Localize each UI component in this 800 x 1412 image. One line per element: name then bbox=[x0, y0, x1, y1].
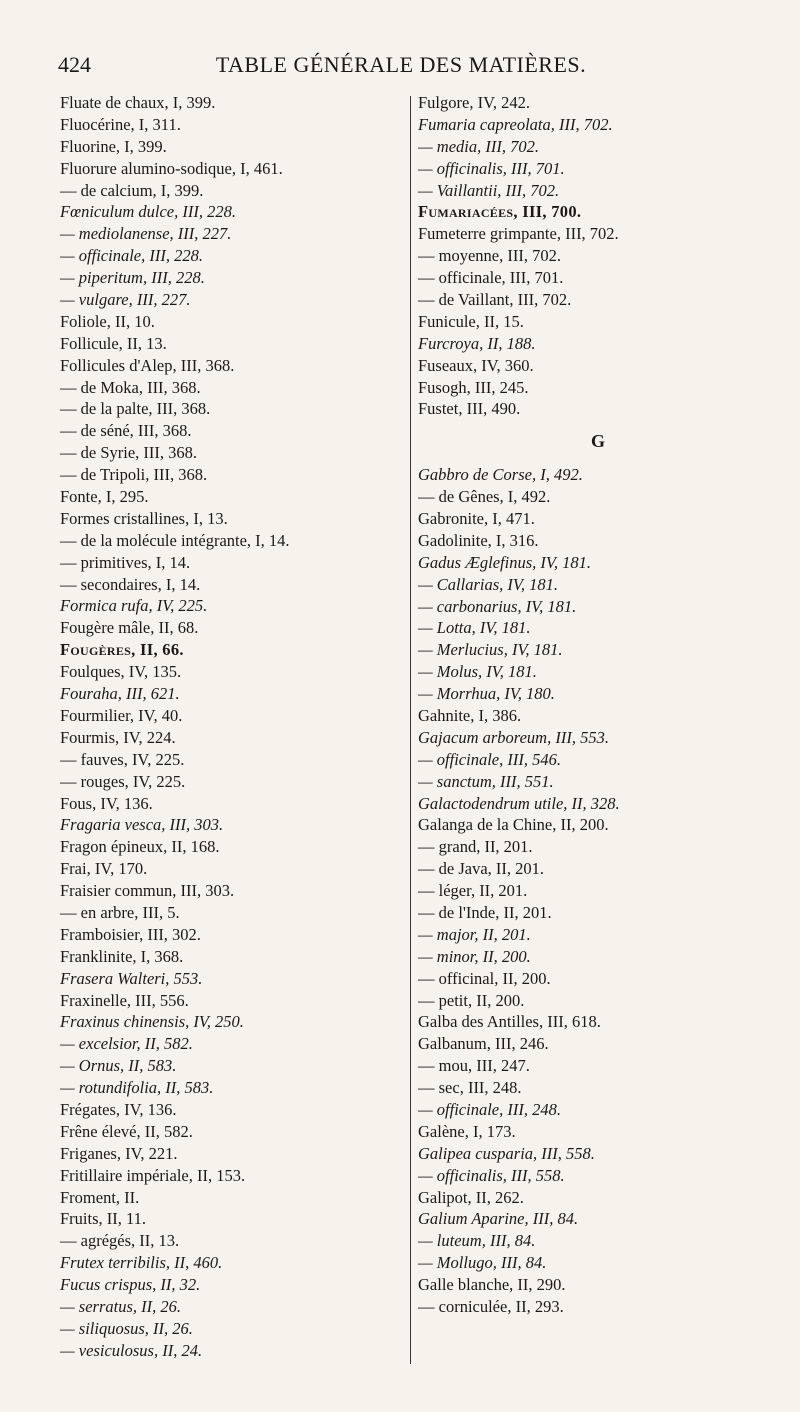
index-column-right bbox=[418, 92, 778, 1318]
index-entry: Fluate de chaux, I, 399. bbox=[60, 93, 216, 112]
column-divider bbox=[410, 96, 411, 1364]
index-entry: — officinale, III, 228. bbox=[60, 246, 203, 266]
index-entry: Galbanum, III, 246. bbox=[418, 1034, 549, 1054]
index-entry: Galle blanche, II, 290. bbox=[418, 1275, 566, 1295]
index-entry: Fusogh, III, 245. bbox=[418, 377, 529, 397]
index-entry: — vesiculosus, II, 24. bbox=[60, 1340, 203, 1360]
index-entry: — Molus, IV, 181. bbox=[418, 662, 537, 682]
index-entry: Galium Aparine, III, 84. bbox=[418, 1209, 579, 1229]
index-entry: — officinalis, III, 701. bbox=[418, 158, 565, 178]
index-entry: — Callarias, IV, 181. bbox=[418, 574, 558, 594]
index-entry: — piperitum, III, 228. bbox=[60, 268, 205, 288]
index-entry: — serratus, II, 26. bbox=[60, 1296, 182, 1316]
index-entry: Galipea cusparia, III, 558. bbox=[418, 1143, 595, 1163]
index-entry: — primitives, I, 14. bbox=[60, 552, 191, 572]
index-entry: Fonte, I, 295. bbox=[60, 487, 149, 507]
index-entry: — vulgare, III, 227. bbox=[60, 290, 191, 310]
index-entry: Gadus Æglefinus, IV, 181. bbox=[418, 552, 591, 572]
index-entry: — Merlucius, IV, 181. bbox=[418, 640, 563, 660]
index-entry: Fœniculum dulce, III, 228. bbox=[60, 202, 236, 222]
index-entry: Frutex terribilis, II, 460. bbox=[60, 1253, 223, 1273]
index-entry: — minor, II, 200. bbox=[418, 946, 531, 966]
index-entry: — luteum, III, 84. bbox=[418, 1231, 536, 1251]
index-entry: — officinale, III, 546. bbox=[418, 749, 561, 769]
index-entry: Gabbro de Corse, I, 492. bbox=[418, 465, 583, 485]
index-entry: Fourmilier, IV, 40. bbox=[60, 705, 183, 725]
index-entry: Fumaria capreolata, III, 702. bbox=[418, 114, 613, 134]
index-entry: — mou, III, 247. bbox=[418, 1056, 530, 1076]
index-entry: — major, II, 201. bbox=[418, 924, 531, 944]
index-entry: — sec, III, 248. bbox=[418, 1078, 522, 1098]
index-entry: Foliole, II, 10. bbox=[60, 311, 155, 331]
index-entry: Gabronite, I, 471. bbox=[418, 508, 535, 528]
index-entry: — de Syrie, III, 368. bbox=[60, 443, 198, 463]
index-entry: — de Moka, III, 368. bbox=[60, 377, 201, 397]
index-entry: Furcroya, II, 188. bbox=[418, 333, 536, 353]
index-entry: Fraxinus chinensis, IV, 250. bbox=[60, 1012, 244, 1032]
index-entry: Fougère mâle, II, 68. bbox=[60, 618, 199, 638]
index-entry: — officinal, II, 200. bbox=[418, 968, 551, 988]
index-entry: — de Tripoli, III, 368. bbox=[60, 465, 208, 485]
index-entry: — de Vaillant, III, 702. bbox=[418, 290, 572, 310]
index-entry: — carbonarius, IV, 181. bbox=[418, 596, 577, 616]
index-entry: — de Java, II, 201. bbox=[418, 859, 545, 879]
index-entry: — Lotta, IV, 181. bbox=[418, 618, 531, 638]
index-entry: — excelsior, II, 582. bbox=[60, 1034, 193, 1054]
index-entry: — officinale, III, 248. bbox=[418, 1099, 561, 1119]
index-entry: Fouraha, III, 621. bbox=[60, 684, 180, 704]
index-entry: Fustet, III, 490. bbox=[418, 399, 521, 419]
index-entry: Frai, IV, 170. bbox=[60, 859, 148, 879]
index-entry: Galipot, II, 262. bbox=[418, 1187, 524, 1207]
index-entry: Fragaria vesca, III, 303. bbox=[60, 815, 224, 835]
index-entry: Fruits, II, 11. bbox=[60, 1209, 147, 1229]
index-entry: Frasera Walteri, 553. bbox=[60, 968, 203, 988]
running-title: TABLE GÉNÉRALE DES MATIÈRES. bbox=[215, 52, 587, 77]
index-entry: Funicule, II, 15. bbox=[418, 311, 524, 331]
index-entry: — siliquosus, II, 26. bbox=[60, 1318, 193, 1338]
index-entry: — en arbre, III, 5. bbox=[60, 902, 180, 922]
index-entry: — mediolanense, III, 227. bbox=[60, 224, 232, 244]
index-entry: — grand, II, 201. bbox=[418, 837, 533, 857]
index-entry: — secondaires, I, 14. bbox=[60, 574, 201, 594]
index-entry: Fous, IV, 136. bbox=[60, 793, 153, 813]
index-entry: Gajacum arboreum, III, 553. bbox=[418, 727, 609, 747]
index-column-left bbox=[60, 92, 408, 1362]
index-entry: — de l'Inde, II, 201. bbox=[418, 902, 552, 922]
index-entry: — media, III, 702. bbox=[418, 136, 539, 156]
index-entry: — rotundifolia, II, 583. bbox=[60, 1078, 214, 1098]
index-entry: Follicule, II, 13. bbox=[60, 333, 167, 353]
page-header bbox=[42, 50, 760, 84]
index-entry: — petit, II, 200. bbox=[418, 990, 525, 1010]
index-entry: — rouges, IV, 225. bbox=[60, 771, 186, 791]
index-entry: Friganes, IV, 221. bbox=[60, 1143, 178, 1163]
index-entry: Galanga de la Chine, II, 200. bbox=[418, 815, 609, 835]
index-entry: — de Gênes, I, 492. bbox=[418, 487, 551, 507]
index-entry: — Vaillantii, III, 702. bbox=[418, 180, 560, 200]
index-entry: Fulgore, IV, 242. bbox=[418, 93, 530, 112]
index-entry: — de la palte, III, 368. bbox=[60, 399, 211, 419]
index-entry: Frégates, IV, 136. bbox=[60, 1099, 177, 1119]
index-entry: Froment, II. bbox=[60, 1187, 140, 1207]
index-entry: Framboisier, III, 302. bbox=[60, 924, 201, 944]
index-entry: — de calcium, I, 399. bbox=[60, 180, 204, 200]
index-entry: Galba des Antilles, III, 618. bbox=[418, 1012, 601, 1032]
index-entry: — léger, II, 201. bbox=[418, 881, 528, 901]
index-entry: Fourmis, IV, 224. bbox=[60, 727, 176, 747]
index-entry: Fucus crispus, II, 32. bbox=[60, 1275, 201, 1295]
index-entry: Gadolinite, I, 316. bbox=[418, 530, 539, 550]
section-letter: G bbox=[590, 431, 605, 452]
page-number: 424 bbox=[58, 52, 91, 77]
index-entry: Fraxinelle, III, 556. bbox=[60, 990, 189, 1010]
index-entry: — moyenne, III, 702. bbox=[418, 246, 561, 266]
index-entry: Follicules d'Alep, III, 368. bbox=[60, 355, 235, 375]
index-entry: — de la molécule intégrante, I, 14. bbox=[60, 530, 290, 550]
index-entry: Fuseaux, IV, 360. bbox=[418, 355, 534, 375]
index-entry: Fluorine, I, 399. bbox=[60, 136, 167, 156]
index-entry: Galène, I, 173. bbox=[418, 1121, 516, 1141]
index-entry: Frêne élevé, II, 582. bbox=[60, 1121, 193, 1141]
index-entry: Fritillaire impériale, II, 153. bbox=[60, 1165, 246, 1185]
index-entry: Fluorure alumino-sodique, I, 461. bbox=[60, 158, 283, 178]
index-entry: — corniculée, II, 293. bbox=[418, 1297, 564, 1316]
index-entry: Fumeterre grimpante, III, 702. bbox=[418, 224, 619, 244]
index-entry: Galactodendrum utile, II, 328. bbox=[418, 793, 620, 813]
index-entry: Fougères, II, 66. bbox=[60, 640, 184, 660]
index-entry: — Mollugo, III, 84. bbox=[418, 1253, 547, 1273]
index-entry: Formes cristallines, I, 13. bbox=[60, 508, 228, 528]
index-entry: Franklinite, I, 368. bbox=[60, 946, 184, 966]
index-entry: Fumariacées, III, 700. bbox=[418, 202, 582, 222]
index-entry: Foulques, IV, 135. bbox=[60, 662, 182, 682]
index-entry: Fluocérine, I, 311. bbox=[60, 114, 181, 134]
index-entry: — Ornus, II, 583. bbox=[60, 1056, 177, 1076]
index-entry: Fraisier commun, III, 303. bbox=[60, 881, 235, 901]
index-entry: — sanctum, III, 551. bbox=[418, 771, 554, 791]
index-entry: — Morrhua, IV, 180. bbox=[418, 684, 555, 704]
index-entry: Gahnite, I, 386. bbox=[418, 705, 522, 725]
index-entry: Fragon épineux, II, 168. bbox=[60, 837, 220, 857]
index-entry: Formica rufa, IV, 225. bbox=[60, 596, 208, 616]
index-entry: — de séné, III, 368. bbox=[60, 421, 192, 441]
index-entry: — officinale, III, 701. bbox=[418, 268, 564, 288]
index-entry: — officinalis, III, 558. bbox=[418, 1165, 565, 1185]
index-entry: — agrégés, II, 13. bbox=[60, 1231, 180, 1251]
index-entry: — fauves, IV, 225. bbox=[60, 749, 185, 769]
